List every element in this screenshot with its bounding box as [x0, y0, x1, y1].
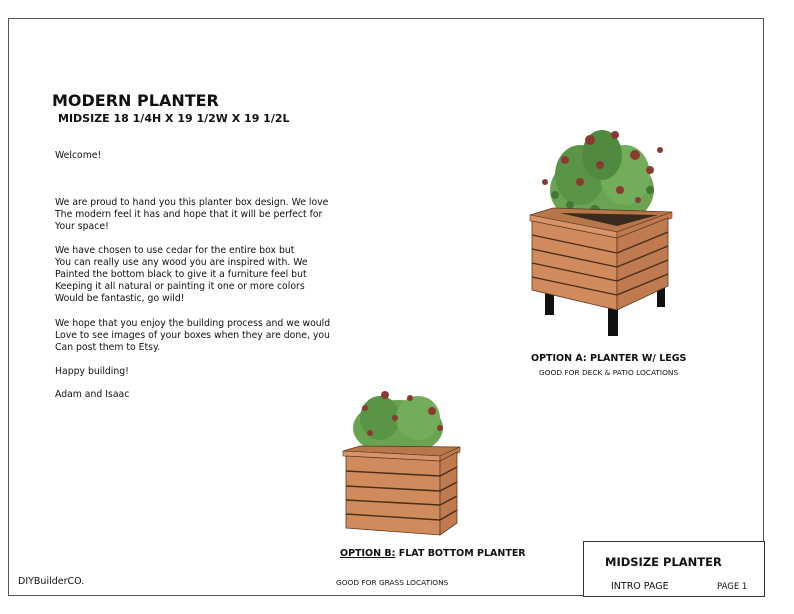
letter-paragraph-3	[55, 318, 330, 354]
text-line: Love to see images of your boxes when they are done, you	[55, 330, 330, 341]
text-line: We have chosen to use cedar for the entire box but	[55, 245, 295, 256]
closing: Happy building!	[55, 366, 129, 377]
planter-box	[343, 446, 460, 535]
text-line: Painted the bottom black to give it a furniture feel but	[55, 269, 307, 280]
text-line: Keeping it all natural or painting it one or more colors	[55, 281, 305, 292]
title-block	[583, 541, 765, 597]
planter-box	[530, 208, 672, 310]
option-b-note: GOOD FOR GRASS LOCATIONS	[336, 578, 449, 587]
text-line: The modern feel it has and hope that it will be perfect for	[55, 209, 323, 220]
title-block-page: PAGE 1	[717, 582, 748, 592]
option-a-note: GOOD FOR DECK & PATIO LOCATIONS	[539, 368, 679, 377]
text-line: We are proud to hand you this planter box design. We love	[55, 197, 329, 208]
text-line: You can really use any wood you are inspired with. We	[55, 257, 308, 268]
letter-paragraph-2	[55, 245, 308, 305]
option-b-caption	[340, 548, 526, 559]
option-b-label: OPTION B:	[340, 548, 396, 559]
page-subtitle: MIDSIZE 18 1/4H X 19 1/2W X 19 1/2L	[58, 112, 290, 125]
planter-with-legs-illustration	[520, 120, 690, 345]
brand-name: DIYBuilderCO.	[18, 576, 85, 587]
page-title: MODERN PLANTER	[52, 91, 219, 110]
letter-paragraph-1	[55, 197, 328, 233]
title-block-title: MIDSIZE PLANTER	[605, 555, 722, 569]
signature: Adam and Isaac	[55, 389, 130, 400]
text-line: Would be fantastic, go wild!	[55, 293, 185, 304]
option-b-title: FLAT BOTTOM PLANTER	[395, 548, 526, 559]
flat-bottom-planter-illustration	[340, 383, 465, 538]
text-line: Can post them to Etsy.	[55, 342, 161, 353]
text-line: Your space!	[55, 221, 109, 232]
option-a-caption: OPTION A: PLANTER W/ LEGS	[531, 353, 687, 364]
text-line: We hope that you enjoy the building process and we would	[55, 318, 331, 329]
greeting: Welcome!	[55, 150, 102, 161]
title-block-sheet: INTRO PAGE	[611, 581, 669, 592]
